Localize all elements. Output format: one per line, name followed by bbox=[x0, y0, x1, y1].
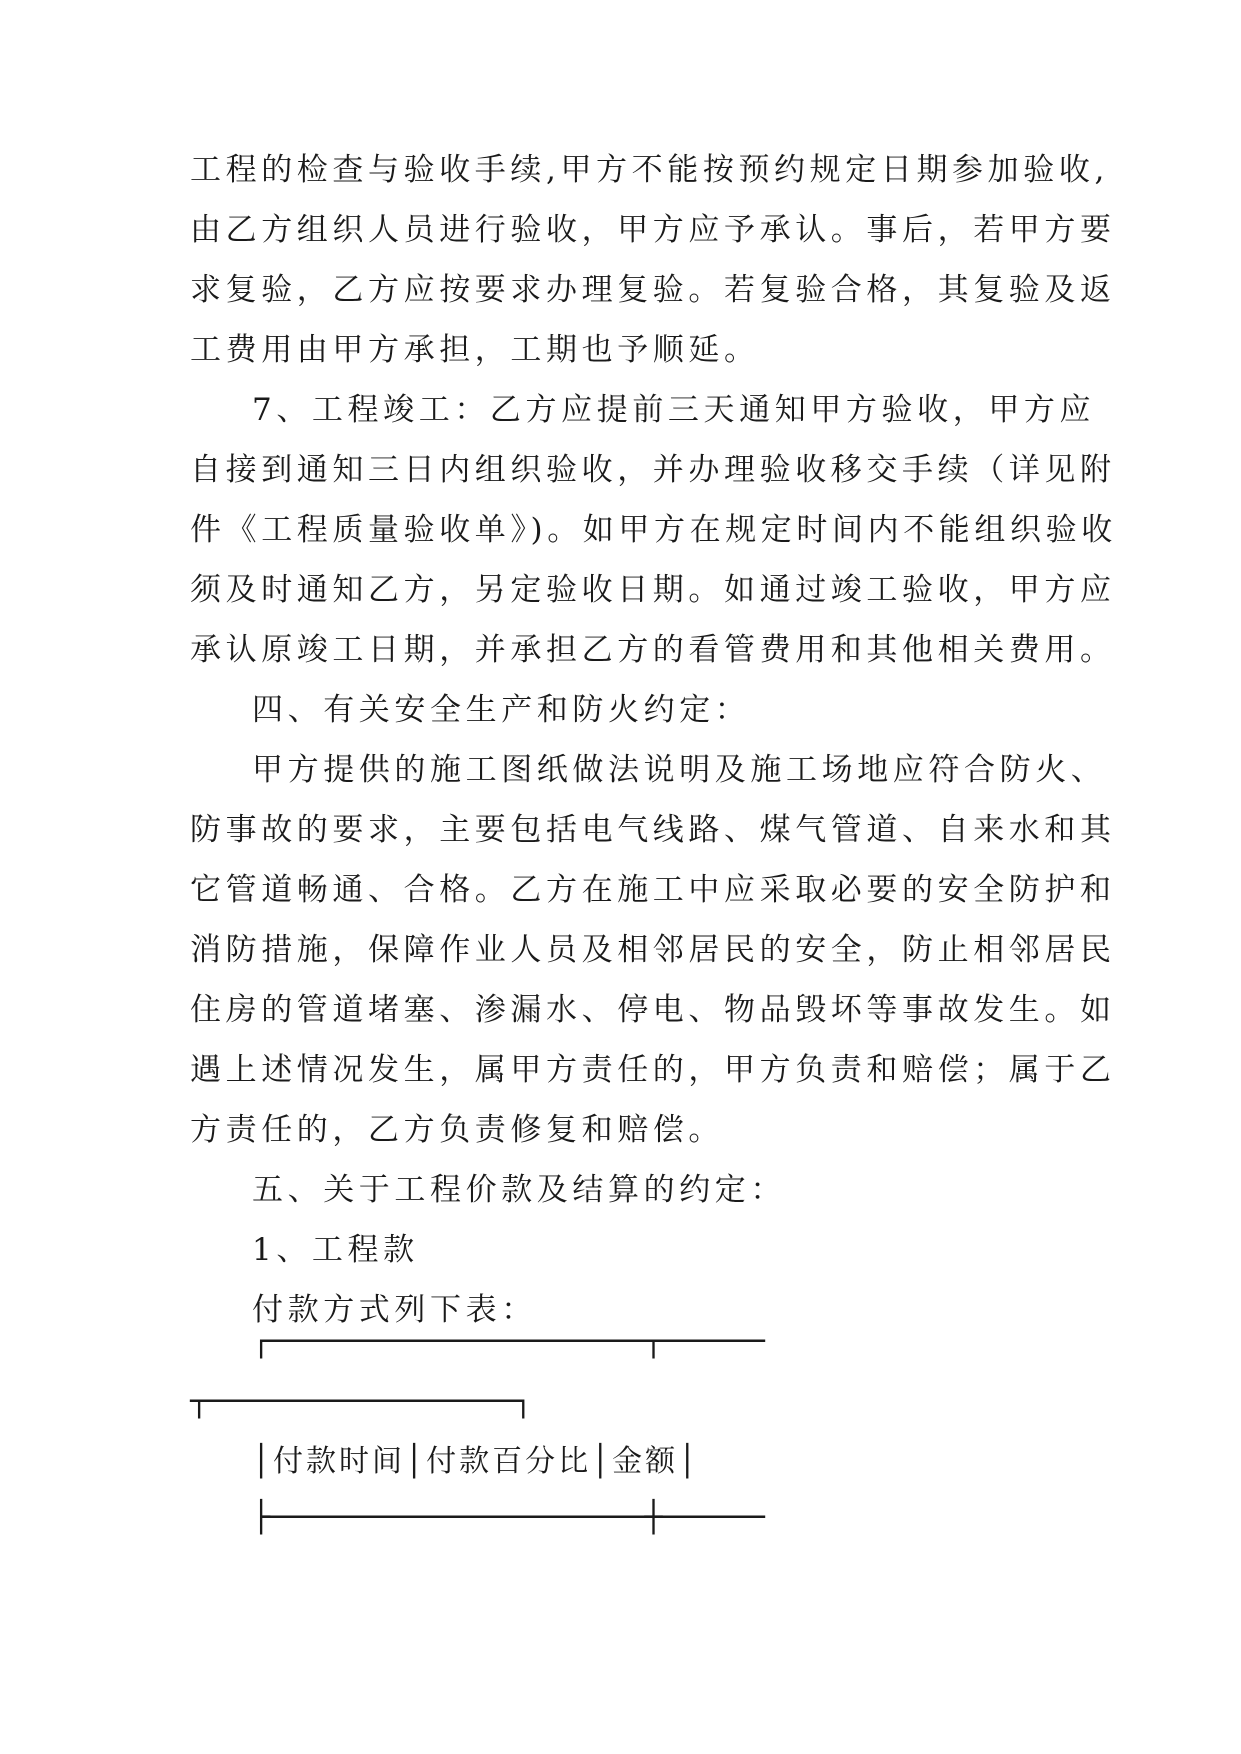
paragraph-line: 它管道畅通、合格。乙方在施工中应采取必要的安全防护和 bbox=[190, 872, 1116, 908]
subsection-heading: 1、工程款 bbox=[252, 1232, 419, 1268]
paragraph-line: 承认原竣工日期，并承担乙方的看管费用和其他相关费用。 bbox=[190, 632, 1116, 668]
section-heading: 四、有关安全生产和防火约定： bbox=[252, 692, 751, 728]
paragraph-line: 住房的管道堵塞、渗漏水、停电、物品毁坏等事故发生。如 bbox=[190, 992, 1116, 1028]
paragraph-line: 工费用由甲方承担，工期也予顺延。 bbox=[190, 332, 760, 368]
paragraph-line: 须及时通知乙方，另定验收日期。如通过竣工验收，甲方应 bbox=[190, 572, 1116, 608]
paragraph-line: 消防措施，保障作业人员及相邻居民的安全，防止相邻居民 bbox=[190, 932, 1116, 968]
paragraph-line: 付款方式列下表： bbox=[252, 1292, 537, 1328]
paragraph-line: 方责任的，乙方负责修复和赔偿。 bbox=[190, 1112, 724, 1148]
paragraph-line: 求复验，乙方应按要求办理复验。若复验合格，其复验及返 bbox=[190, 272, 1116, 308]
table-top-border: ┌──────────────────────┬────── bbox=[252, 1324, 764, 1359]
paragraph-line: 防事故的要求，主要包括电气线路、煤气管道、自来水和其 bbox=[190, 812, 1116, 848]
section-heading: 五、关于工程价款及结算的约定： bbox=[252, 1172, 786, 1208]
table-top-border-continued: ┬──────────────────┐ bbox=[190, 1384, 532, 1419]
section-heading: 7、工程竣工：乙方应提前三天通知甲方验收，甲方应 bbox=[252, 392, 1096, 428]
table-header-row: │付款时间│付款百分比│金额│ bbox=[252, 1444, 700, 1479]
paragraph-line: 工程的检查与验收手续,甲方不能按预约规定日期参加验收, bbox=[190, 152, 1109, 188]
paragraph-line: 件《工程质量验收单》)。如甲方在规定时间内不能组织验收 bbox=[190, 512, 1117, 548]
table-divider: ├──────────────────────┼────── bbox=[252, 1500, 764, 1535]
paragraph-line: 自接到通知三日内组织验收，并办理验收移交手续（详见附 bbox=[190, 452, 1116, 488]
paragraph-line: 遇上述情况发生，属甲方责任的，甲方负责和赔偿；属于乙 bbox=[190, 1052, 1116, 1088]
paragraph-line: 由乙方组织人员进行验收，甲方应予承认。事后，若甲方要 bbox=[190, 212, 1116, 248]
paragraph-line: 甲方提供的施工图纸做法说明及施工场地应符合防火、 bbox=[252, 752, 1107, 788]
